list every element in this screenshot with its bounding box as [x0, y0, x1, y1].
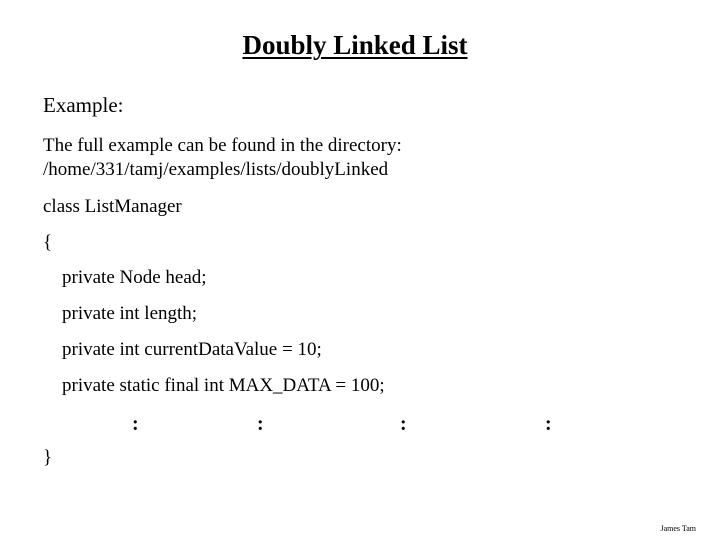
ellipsis-colon: :	[257, 413, 264, 435]
intro-line-1: The full example can be found in the directory:	[43, 135, 402, 156]
open-brace: {	[43, 232, 53, 253]
ellipsis-row	[0, 410, 720, 438]
ellipsis-colon: :	[545, 413, 552, 435]
field-current-data-value: private int currentDataValue = 10;	[62, 339, 322, 360]
author-credit: James Tam	[660, 524, 696, 533]
field-length: private int length;	[62, 303, 198, 324]
field-max-data: private static final int MAX_DATA = 100;	[62, 375, 385, 396]
intro-directory-path: /home/331/tamj/examples/lists/doublyLinked	[43, 159, 389, 180]
ellipsis-colon: :	[400, 413, 407, 435]
slide-title: Doubly Linked List	[242, 30, 468, 60]
example-label: Example:	[43, 93, 124, 117]
field-head: private Node head;	[62, 267, 207, 288]
ellipsis-colon: :	[132, 413, 139, 435]
close-brace: }	[43, 447, 53, 468]
class-declaration: class ListManager	[43, 196, 182, 217]
